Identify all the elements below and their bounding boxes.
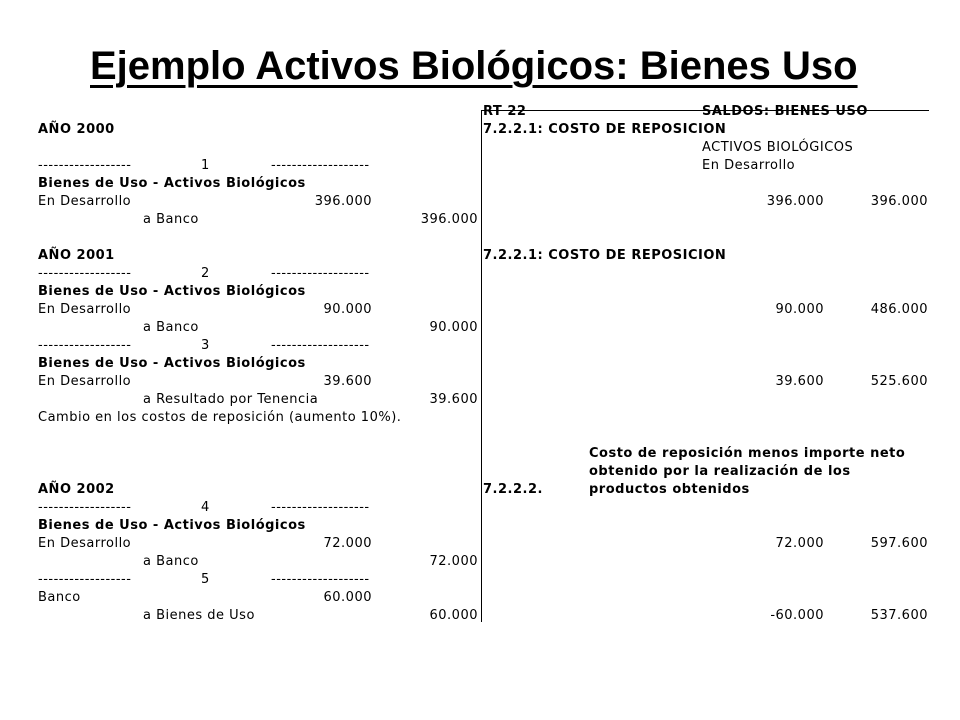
entry-4-separator-left: ------------------ xyxy=(38,500,132,515)
rule-2002: 7.2.2.2. xyxy=(483,482,543,497)
entry-4-separator-right: ------------------- xyxy=(271,500,370,515)
entry-4-debit-label: En Desarrollo xyxy=(38,536,132,551)
entry-5-debit: 60.000 xyxy=(323,590,372,605)
entry-3-credit-label: a Resultado por Tenencia xyxy=(143,392,319,407)
entry-3-balance: 525.600 xyxy=(870,374,928,389)
entry-3-account: Bienes de Uso - Activos Biológicos xyxy=(38,356,306,371)
entry-2-separator-left: ------------------ xyxy=(38,266,132,281)
entry-2-account: Bienes de Uso - Activos Biológicos xyxy=(38,284,306,299)
year-2000-heading: AÑO 2000 xyxy=(38,122,115,137)
entry-4-debit: 72.000 xyxy=(323,536,372,551)
entry-1-balance: 396.000 xyxy=(870,194,928,209)
rt-label: RT 22 xyxy=(483,104,527,119)
entry-2-movement: 90.000 xyxy=(775,302,824,317)
entry-5-movement: -60.000 xyxy=(770,608,824,623)
entry-3-credit: 39.600 xyxy=(429,392,478,407)
entry-5-debit-label: Banco xyxy=(38,590,81,605)
entry-3-debit: 39.600 xyxy=(323,374,372,389)
entry-2-separator-right: ------------------- xyxy=(271,266,370,281)
entry-5-separator-left: ------------------ xyxy=(38,572,132,587)
entry-1-credit-label: a Banco xyxy=(143,212,199,227)
entry-4-credit-label: a Banco xyxy=(143,554,199,569)
entry-1-debit: 396.000 xyxy=(314,194,372,209)
entry-1-account: Bienes de Uso - Activos Biológicos xyxy=(38,176,306,191)
entry-3-debit-label: En Desarrollo xyxy=(38,374,132,389)
entry-1-separator-right: ------------------- xyxy=(271,158,370,173)
entry-1-number: 1 xyxy=(201,158,210,173)
entry-5-credit: 60.000 xyxy=(429,608,478,623)
entry-5-balance: 537.600 xyxy=(870,608,928,623)
entry-3-movement: 39.600 xyxy=(775,374,824,389)
entry-1-credit: 396.000 xyxy=(420,212,478,227)
saldos-header: SALDOS: BIENES USO xyxy=(702,104,868,119)
entry-2-balance: 486.000 xyxy=(870,302,928,317)
page-title: Ejemplo Activos Biológicos: Bienes Uso xyxy=(90,44,858,88)
entry-3-separator-left: ------------------ xyxy=(38,338,132,353)
entry-1-movement: 396.000 xyxy=(766,194,824,209)
entry-4-account: Bienes de Uso - Activos Biológicos xyxy=(38,518,306,533)
entry-3-number: 3 xyxy=(201,338,210,353)
entry-2-debit: 90.000 xyxy=(323,302,372,317)
entry-4-credit: 72.000 xyxy=(429,554,478,569)
rule-2001: 7.2.2.1: COSTO DE REPOSICION xyxy=(483,248,727,263)
entry-2-debit-label: En Desarrollo xyxy=(38,302,132,317)
entry-2-credit-label: a Banco xyxy=(143,320,199,335)
rule-2002-desc-line-1: Costo de reposición menos importe neto xyxy=(589,446,906,461)
activos-header: ACTIVOS BIOLÓGICOS xyxy=(702,140,854,155)
year-2002-heading: AÑO 2002 xyxy=(38,482,115,497)
entry-4-balance: 597.600 xyxy=(870,536,928,551)
entry-5-separator-right: ------------------- xyxy=(271,572,370,587)
rule-2002-desc-line-3: productos obtenidos xyxy=(589,482,750,497)
entry-1-debit-label: En Desarrollo xyxy=(38,194,132,209)
column-divider xyxy=(481,110,482,622)
entry-2-credit: 90.000 xyxy=(429,320,478,335)
year-2001-heading: AÑO 2001 xyxy=(38,248,115,263)
entry-3-separator-right: ------------------- xyxy=(271,338,370,353)
entry-2-number: 2 xyxy=(201,266,210,281)
entry-1-separator-left: ------------------ xyxy=(38,158,132,173)
entry-3-note: Cambio en los costos de reposición (aumento 10%). xyxy=(38,410,402,425)
entry-4-movement: 72.000 xyxy=(775,536,824,551)
entry-4-number: 4 xyxy=(201,500,210,515)
entry-5-credit-label: a Bienes de Uso xyxy=(143,608,255,623)
en-desarrollo-header: En Desarrollo xyxy=(702,158,796,173)
entry-5-number: 5 xyxy=(201,572,210,587)
rule-2002-desc-line-2: obtenido por la realización de los xyxy=(589,464,851,479)
rule-2000: 7.2.2.1: COSTO DE REPOSICION xyxy=(483,122,727,137)
